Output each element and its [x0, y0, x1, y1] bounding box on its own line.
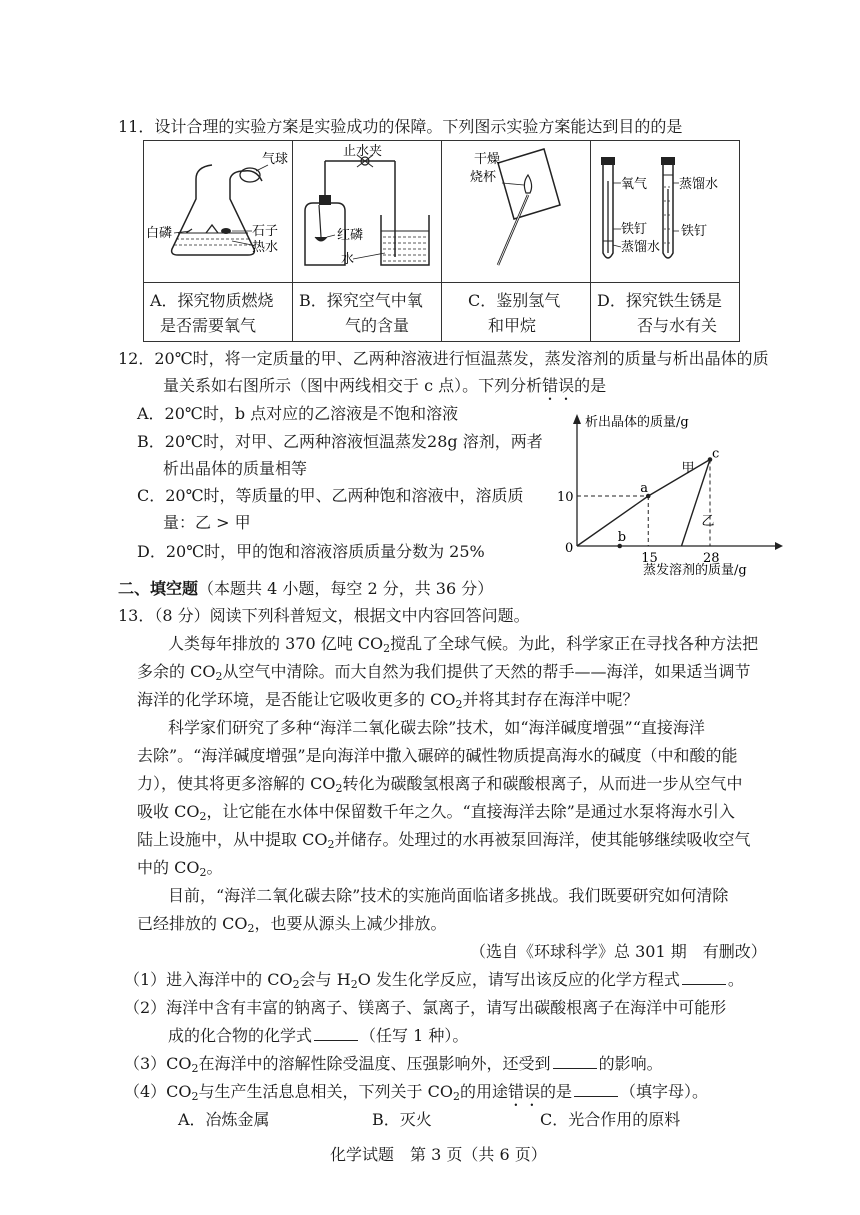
q13-p2-line1: 科学家们研究了多种“海洋二氧化碳去除”技术，如“海洋碱度增强”“直接海洋: [168, 718, 705, 737]
label-clamp: 止水夹: [343, 144, 383, 159]
q11-stem: 11．设计合理的实验方案是实验成功的保障。下列图示实验方案能达到目的的是: [118, 117, 683, 136]
q11-figure-d: [591, 141, 740, 283]
q13-p1-line1: 人类每年排放的 370 亿吨 $CO_2$搅乱了全球气候。为此，科学家正在寻找各种方法把: [168, 634, 759, 655]
point-label-b: b: [617, 530, 627, 545]
q13-p2-line6: 中的 $CO_2$。: [137, 858, 223, 879]
label-water: 水: [341, 252, 355, 267]
label-distilled-water-left: 蒸馏水: [621, 240, 661, 255]
label-nail-right: 铁钉: [681, 224, 708, 239]
label-hot-water: 热水: [252, 240, 279, 255]
q13-sub2-line1: （2）海洋中含有丰富的钠离子、镁离子、氯离子，请写出碳酸根离子在海洋中可能形: [124, 998, 727, 1017]
q13-option-c: C．光合作用的原料: [540, 1110, 681, 1129]
q13-sub4: $(4)CO_2$与生产生活息息相关，下列关于 $CO_2$的用途错误的是 （填字母）。: [124, 1082, 709, 1103]
q12-chart: [555, 412, 785, 584]
section2-title: 二、填空题: [118, 579, 199, 598]
label-stone: 石子: [252, 224, 279, 239]
caption-d-line2: 否与水有关: [637, 316, 718, 335]
q13-p2-line4: 吸收 $CO_2$，让它能在水体中保留数千年之久。“直接海洋去除”是通过水泵将海水引入: [137, 802, 735, 823]
section2-note: （本题共 4 小题，每空 2 分，共 36 分）: [198, 579, 494, 598]
q13-sub2-line2: 成的化合物的化学式 （任写 1 种）。: [168, 1026, 469, 1045]
x-tick-15: 15: [641, 551, 658, 566]
answer-blank-4[interactable]: [574, 1082, 618, 1097]
q12-option-c-line1: C．20℃时，等质量的甲、乙两种饱和溶液中，溶质质: [137, 486, 524, 505]
answer-blank-2[interactable]: [314, 1026, 358, 1041]
page-footer: 化学试题 第 3 页（共 6 页）: [330, 1145, 547, 1164]
q13-option-b: B．灭火: [372, 1110, 432, 1129]
q12-stem-line2: [163, 376, 606, 404]
q13-head: 13．（8 分）阅读下列科普短文，根据文中内容回答问题。: [118, 606, 530, 625]
q13-option-a: A．冶炼金属: [178, 1110, 270, 1129]
q11-figure-a: [144, 141, 293, 283]
chart-axes: [573, 414, 783, 550]
label-distilled-water-right: 蒸馏水: [679, 177, 719, 192]
q13-p1-line2: 多余的 $CO_2$从空气中清除。而大自然为我们提供了天然的帮手——海洋，如果适当调节: [137, 662, 751, 683]
section2-heading: [118, 579, 493, 599]
q13-p3-line1: 目前，“海洋二氧化碳去除”技术的实施尚面临诸多挑战。我们既要研究如何清除: [168, 886, 729, 905]
chart-origin: 0: [565, 541, 574, 556]
q12-emphasis-wrong: 错误: [542, 376, 575, 395]
caption-b-line2: 气的含量: [345, 316, 410, 335]
q12-stem-text: 量关系如右图所示（图中两线相交于 c 点）。下列分析: [163, 376, 543, 395]
label-oxygen: 氧气: [621, 177, 648, 192]
q12-option-a: A．20℃时，b 点对应的乙溶液是不饱和溶液: [137, 404, 459, 423]
q12-option-b-line2: 析出晶体的质量相等: [163, 459, 308, 478]
q11-caption-a: [144, 283, 293, 342]
label-beaker: 烧杯: [470, 170, 497, 185]
q11-caption-c: [442, 283, 591, 342]
caption-a-line1: A．探究物质燃烧: [150, 291, 274, 310]
chart-xlabel: 蒸发溶剂的质量/g: [643, 563, 747, 578]
q13-p2-line5: 陆上设施中，从中提取 $CO_2$并储存。处理过的水再被泵回海洋，使其能够继续吸收空气: [137, 830, 751, 851]
label-balloon: 气球: [262, 152, 289, 167]
q13-p3-line2: 已经排放的 $CO_2$，也要从源头上减少排放。: [137, 914, 447, 935]
q12-stem-line1: 12．20℃时，将一定质量的甲、乙两种溶液进行恒温蒸发，蒸发溶剂的质量与析出晶体的质: [118, 349, 769, 368]
point-label-c: c: [712, 446, 720, 462]
q13-source: （选自《环球科学》总 301 期 有删改）: [470, 942, 767, 961]
y-tick-10: 10: [557, 490, 574, 505]
caption-c-line2: 和甲烷: [488, 316, 537, 335]
series-label-yi: 乙: [701, 514, 715, 529]
label-dry: 干燥: [474, 152, 501, 167]
point-label-a: a: [640, 481, 649, 496]
q13-p2-line2: 去除”。“海洋碱度增强”是向海洋中撒入碾碎的碱性物质提高海水的碱度（中和酸的能: [137, 746, 738, 765]
label-white-phosphorus: 白磷: [146, 226, 173, 241]
caption-a-line2: 是否需要氧气: [160, 316, 257, 335]
q11-caption-b: [293, 283, 442, 342]
x-tick-28: 28: [703, 551, 720, 566]
q13-emphasis-wrong: 错误: [508, 1082, 541, 1101]
q13-p1-line3: 海洋的化学环境，是否能让它吸收更多的 $CO_2$并将其封存在海洋中呢？: [137, 690, 639, 711]
q11-experiment-table: [143, 140, 740, 342]
q13-sub1: （1）进入海洋中的 $CO_2$会与 $H_2O$ 发生化学反应，请写出该反应的化学方程式 。: [124, 970, 744, 991]
label-red-phosphorus: 红磷: [337, 228, 364, 243]
q11-figure-c: [442, 141, 591, 283]
chart-ylabel: 析出晶体的质量/g: [585, 415, 689, 430]
series-label-jia: 甲: [681, 461, 695, 476]
q12-stem-end: 的是: [574, 376, 607, 395]
q13-p2-line3: 力），使其将更多溶解的 $CO_2$转化为碳酸氢根离子和碳酸根离子，从而进一步从空气中: [137, 774, 743, 795]
q11-caption-d: [591, 283, 740, 342]
q12-option-d: D．20℃时，甲的饱和溶液溶质质量分数为 25%: [137, 542, 485, 561]
caption-b-line1: B．探究空气中氧: [299, 291, 423, 310]
q11-figure-b: [293, 141, 442, 283]
label-nail-left: 铁钉: [621, 222, 648, 237]
caption-d-line1: D．探究铁生锈是: [597, 291, 722, 310]
q12-option-c-line2: 量：乙 > 甲: [163, 513, 251, 532]
q12-option-b-line1: B．20℃时，对甲、乙两种溶液恒温蒸发28g 溶剂，两者: [137, 432, 543, 451]
q13-sub3: $(3)CO_2$在海洋中的溶解性除受温度、压强影响外，还受到 的影响。: [124, 1054, 663, 1075]
answer-blank-1[interactable]: [682, 970, 726, 985]
caption-c-line1: C．鉴别氢气: [468, 291, 561, 310]
answer-blank-3[interactable]: [553, 1054, 597, 1069]
